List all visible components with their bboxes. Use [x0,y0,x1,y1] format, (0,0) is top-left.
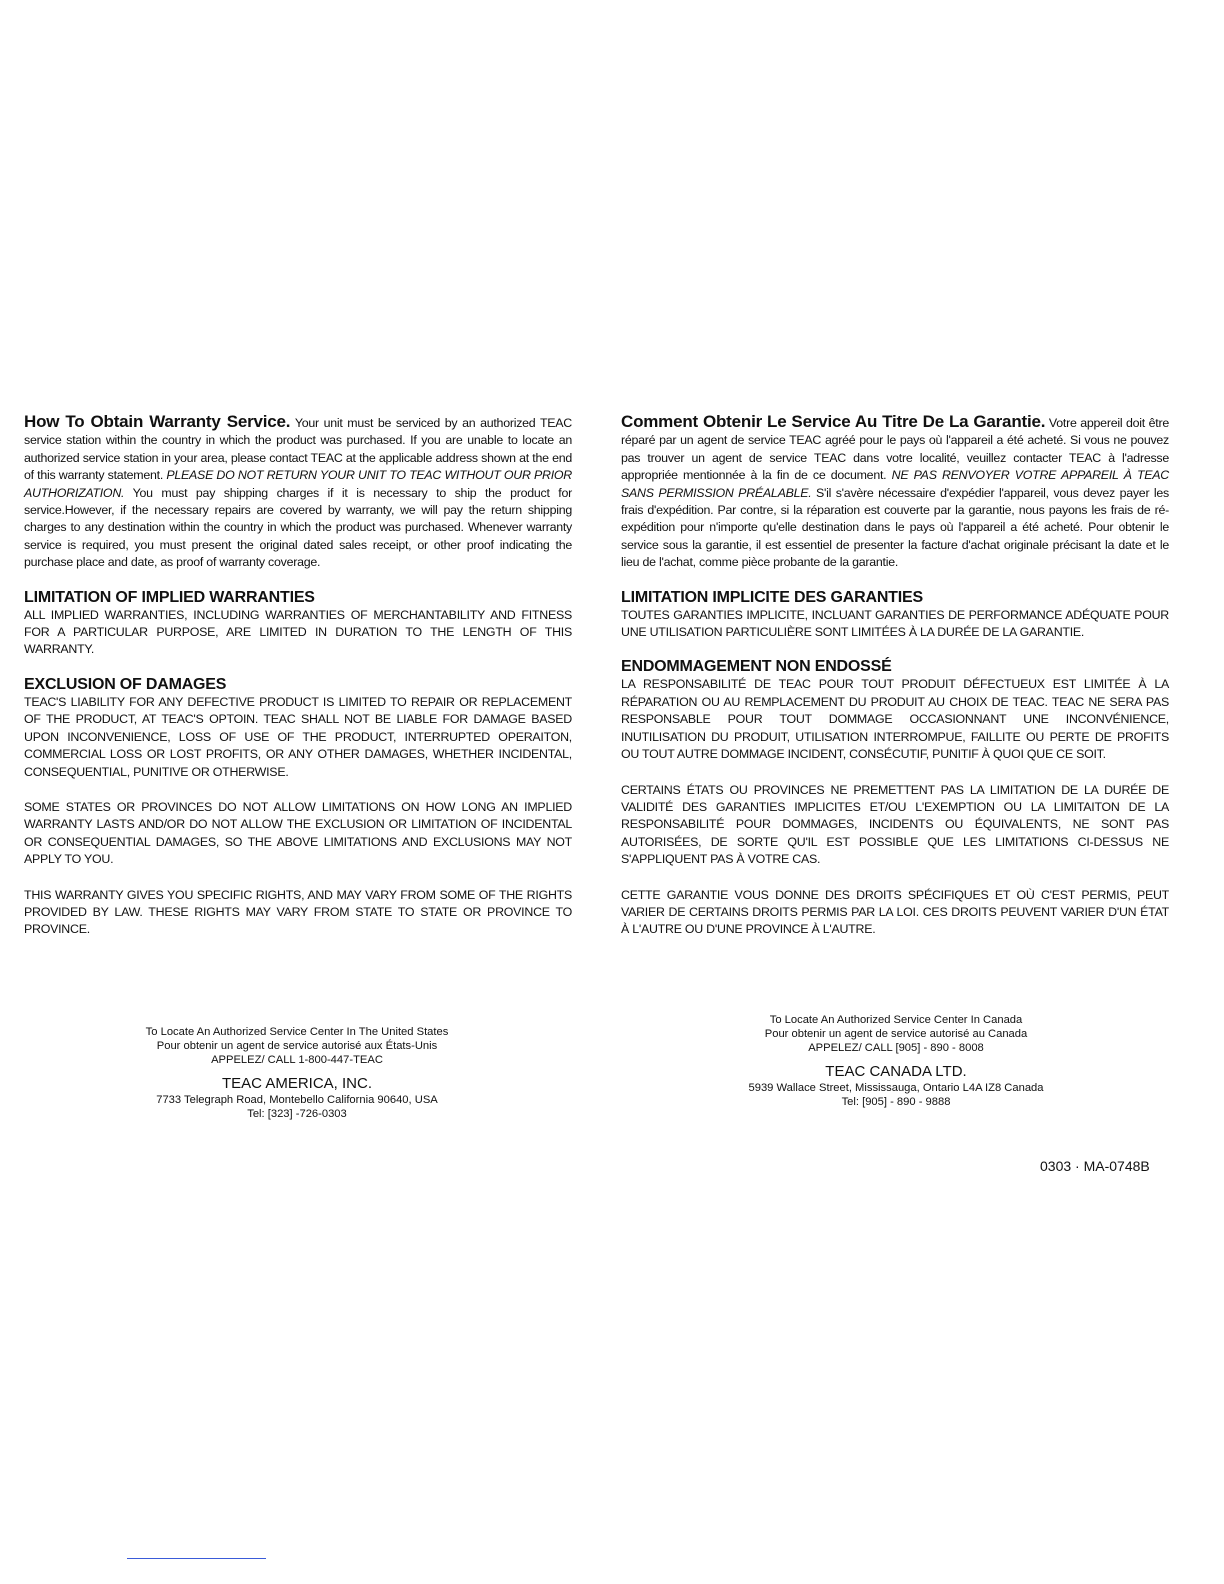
us-company-name: TEAC AMERICA, INC. [221,1075,373,1092]
warranty-service-heading: How To Obtain Warranty Service. [24,412,291,431]
english-column [24,413,572,939]
ca-contact-line-2: Pour obtenir un agent de service autorisé au Canada [764,1028,1028,1040]
fr-warranty-service-text-1: Votre appereil doit être réparé par un agent de service TEAC agréé pour le pays où l'appareil a été acheté. Si vous ne pouvez pas trouver un agent de service TEAC dans votre localité, veuillez contacter TEAC à l'adresse appropriée mentionnée à la fin de ce document. [621,416,1169,483]
fr-warranty-service-text-2: S'il s'avère nécessaire d'expédier l'appareil, vous devez payer les frais d'expédition. Par contre, si la réparation est couverte par la garantie, nous payons les frais de ré-expédition pour n'importe qu'elle destination dans le pays où l'appareil a été acheté. Pour obtenir le service sous la garantie, il est essentiel de presenter la facture d'achat originale précisant la date et le lieu de l'achat, comme pièce probante de la garantie. [621,485,1169,570]
canada-contact-block [676,1013,1116,1109]
ca-contact-phone: APPELEZ/ CALL [905] - 890 - 8008 [808,1042,984,1054]
warranty-service-paragraph [24,413,572,572]
us-contact-phone: APPELEZ/ CALL 1-800-447-TEAC [211,1054,383,1066]
us-company-tel: Tel: [323] -726-0303 [247,1108,347,1120]
fr-warranty-service-heading: Comment Obtenir Le Service Au Titre De La Garantie. [621,412,1046,431]
us-company-address: 7733 Telegraph Road, Montebello California 90640, USA [156,1094,438,1106]
fr-warranty-service-emphasis: NE PAS RENVOYER VOTRE APPAREIL À TEAC SANS PERMISSION PRÉALABLE. [621,468,1169,500]
ca-company-address: 5939 Wallace Street, Mississauga, Ontario L4A IZ8 Canada [748,1082,1044,1094]
fr-exclusion-text-3: CETTE GARANTIE VOUS DONNE DES DROITS SPÉCIFIQUES ET OÙ C'EST PERMIS, PEUT VARIER DE CERTAINS DROITS PERMIS PAR LA LOI. CES DROITS PEUVENT VARIER D'UN ÉTAT À L'AUTRE OU D'UNE PROVINCE À L'AUTRE. [621,887,1169,937]
fr-exclusion-text-1: LA RESPONSABILITÉ DE TEAC POUR TOUT PRODUIT DÉFECTUEUX EST LIMITÉE À LA RÉPARATION OU AU REMPLACEMENT DU PRODUIT AU CHOIX DE TEAC. TEAC NE SERA PAS RESPONSABLE POUR TOUT DOMMAGE OCCASIONNANT UNE INCONVÉNIENCE, INUTILISATION DU PRODUIT, UTILISATION INTERROMPUE, FAILLITE OU PERTE DE PROFITS OU TOUT AUTRE DOMMAGE INCIDENT, CONSÉCUTIF, PUNITIF À QUOI QUE CE SOIT. [621,677,1169,762]
fr-warranty-service-paragraph [621,413,1169,572]
fr-exclusion-text-2: CERTAINS ÉTATS OU PROVINCES NE PREMETTENT PAS LA LIMITATION DE LA DURÉE DE VALIDITÉ DES GARANTIES IMPLICITES ET/OU L'EXEMPTION OU LA LIMITAITON DE LA RESPONSABILITÉ POUR DOMMAGES, INCIDENTS OU ÉQUIVALENTS, NE SONT PAS AUTORISÉES, DE SORTE QU'IL EST POSSIBLE QUE LES LIMITATIONS CI-DESSUS NE S'APPLIQUENT PAS À VOTRE CAS. [621,782,1169,867]
us-contact-line-2: Pour obtenir un agent de service autorisé aux États-Unis [156,1040,438,1052]
warranty-service-emphasis: PLEASE DO NOT RETURN YOUR UNIT TO TEAC WITHOUT OUR PRIOR AUTHORIZATION. [24,468,572,500]
exclusion-text-3: THIS WARRANTY GIVES YOU SPECIFIC RIGHTS, AND MAY VARY FROM SOME OF THE RIGHTS PROVIDED BY LAW. THESE RIGHTS MAY VARY FROM STATE TO STATE OR PROVINCE TO PROVINCE. [24,887,572,937]
ca-company-tel: Tel: [905] - 890 - 9888 [841,1096,951,1108]
exclusion-heading: EXCLUSION OF DAMAGES [24,675,227,693]
limitation-heading: LIMITATION OF IMPLIED WARRANTIES [24,588,315,606]
ca-company-name: TEAC CANADA LTD. [825,1063,967,1080]
bottom-link-underline[interactable] [127,1558,266,1559]
fr-exclusion-section [621,657,1169,938]
fr-limitation-section [621,588,1169,642]
limitation-text: ALL IMPLIED WARRANTIES, INCLUDING WARRANTIES OF MERCHANTABILITY AND FITNESS FOR A PARTICULAR PURPOSE, ARE LIMITED IN DURATION TO THE LENGTH OF THIS WARRANTY. [24,607,572,657]
us-contact-block [77,1025,517,1121]
limitation-section [24,588,572,659]
document-code: 0303 · MA-0748B [1040,1158,1150,1174]
french-column [621,413,1169,939]
exclusion-text-1: TEAC'S LIABILITY FOR ANY DEFECTIVE PRODUCT IS LIMITED TO REPAIR OR REPLACEMENT OF THE PRODUCT, AT TEAC'S OPTOIN. TEAC SHALL NOT BE LIABLE FOR DAMAGE BASED UPON INCONVENIENCE, LOSS OF USE OF THE PRODUCT, INTERRUPTED OPERAITON, COMMERCIAL LOSS OR LOST PROFITS, OR ANY OTHER DAMAGES, WHETHER INCIDENTAL, CONSEQUENTIAL, PUNITIVE OR OTHERWISE. [24,694,572,779]
exclusion-section [24,675,572,939]
fr-exclusion-heading: ENDOMMAGEMENT NON ENDOSSÉ [621,658,892,676]
fr-limitation-text: TOUTES GARANTIES IMPLICITE, INCLUANT GARANTIES DE PERFORMANCE ADÉQUATE POUR UNE UTILISATION PARTICULIÈRE SONT LIMITÉES À LA DURÉE DE LA GARANTIE. [621,607,1169,640]
exclusion-text-2: SOME STATES OR PROVINCES DO NOT ALLOW LIMITATIONS ON HOW LONG AN IMPLIED WARRANTY LASTS AND/OR DO NOT ALLOW THE EXCLUSION OR LIMITATION OF INCIDENTAL OR CONSEQUENTIAL DAMAGES, SO THE ABOVE LIMITATIONS AND EXCLUSIONS MAY NOT APPLY TO YOU. [24,799,572,867]
warranty-service-text-1: Your unit must be serviced by an authorized TEAC service station within the country in which the product was purchased. If you are unable to locate an authorized service station in your area, please contact TEAC at the applicable address shown at the end of this warranty statement. [24,416,572,483]
ca-contact-line-1: To Locate An Authorized Service Center In Canada [769,1014,1023,1026]
warranty-service-text-2: You must pay shipping charges if it is necessary to ship the product for service.However, if the necessary repairs are covered by warranty, we will pay the return shipping charges to any destination within the country in which the product was purchased. Whenever warranty service is required, you must present the original dated sales receipt, or other proof indicating the purchase place and date, as proof of warranty coverage. [24,485,572,570]
us-contact-line-1: To Locate An Authorized Service Center In The United States [145,1026,449,1038]
fr-limitation-heading: LIMITATION IMPLICITE DES GARANTIES [621,588,923,606]
